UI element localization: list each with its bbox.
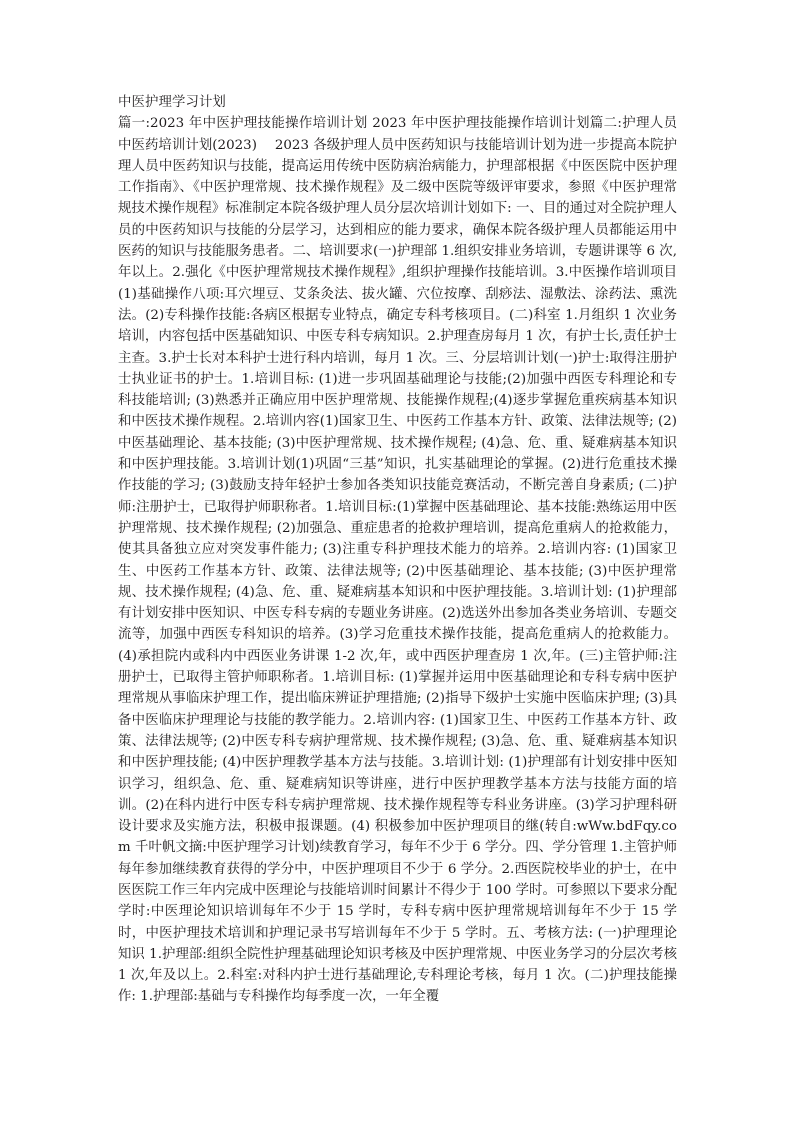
document-content — [118, 92, 682, 1008]
page-title: 中医护理学习计划 — [118, 95, 226, 110]
document-body-text: 篇一:2023 年中医护理技能操作培训计划 2023 年中医护理技能操作培训计划篇二:护理人员中医药培训计划(2023) 2023 各级护理人员中医药知识与技能培训计划为进一步提高本院护理人员中医药知识与技能，提高运用传统中医防病治病能力，护理部根据《中医医院中医护理工作指南》、《中医护理常规、技术操作规程》及二级中医院等级评审要求，参照《中医护理常规技术操作规程》标准制定本院各级护理人员分层次培训计划如下: 一、目的通过对全院护理人员的中医药知识与技能的分层学习，达到相应的能力要求，确保本院各级护理人员都能运用中医药的知识与技能服务患者。二、培训要求(一)护理部 1.组织安排业务培训，专题讲课等 6 次,年以上。2.强化《中医护理常规技术操作规程》,组织护理操作技能培训。3.中医操作培训项目(1)基础操作八项:耳穴埋豆、艾条灸法、拔火罐、穴位按摩、刮痧法、湿敷法、涂药法、熏洗法。(2)专科操作技能:各病区根据专业特点，确定专科考核项目。(二)科室 1.月组织 1 次业务培训，内容包括中医基础知识、中医专科专病知识。2.护理查房每月 1 次，有护士长,责任护士主查。3.护士长对本科护士进行科内培训，每月 1 次。三、分层培训计划(一)护士:取得注册护士执业证书的护士。1.培训目标: (1)进一步巩固基础理论与技能;(2)加强中西医专科理论和专科技能培训; (3)熟悉并正确应用中医护理常规、技能操作规程;(4)逐步掌握危重疾病基本知识和中医技术操作规程。2.培训内容(1)国家卫生、中医药工作基本方针、政策、法律法规等; (2)中医基础理论、基本技能; (3)中医护理常规、技术操作规程; (4)急、危、重、疑难病基本知识和中医护理技能。3.培训计划(1)巩固“三基”知识，扎实基础理论的掌握。(2)进行危重技术操作技能的学习; (3)鼓励支持年轻护士参加各类知识技能竞赛活动，不断完善自身素质; (二)护师:注册护士，已取得护师职称者。1.培训目标:(1)掌握中医基础理论、基本技能:熟练运用中医护理常规、技术操作规程; (2)加强急、重症患者的抢救护理培训，提高危重病人的抢救能力，使其具备独立应对突发事件能力; (3)注重专科护理技术能力的培养。2.培训内容: (1)国家卫生、中医药工作基本方针、政策、法律法规等; (2)中医基础理论、基本技能; (3)中医护理常规、技术操作规程; (4)急、危、重、疑难病基本知识和中医护理技能。3.培训计划: (1)护理部有计划安排中医知识、中医专科专病的专题业务讲座。(2)选送外出参加各类业务培训、专题交流等，加强中西医专科知识的培养。(3)学习危重技术操作技能，提高危重病人的抢救能力。(4)承担院内或科内中西医业务讲课 1-2 次,年，或中西医护理查房 1 次,年。(三)主管护师:注册护士，已取得主管护师职称者。1.培训目标: (1)掌握并运用中医基础理论和专科专病中医护理常规从事临床护理工作，提出临床辨证护理措施; (2)指导下级护士实施中医临床护理; (3)具备中医临床护理理论与技能的教学能力。2.培训内容: (1)国家卫生、中医药工作基本方针、政策、法律法规等; (2)中医专科专病护理常规、技术操作规程; (3)急、危、重、疑难病基本知识和中医护理技能; (4)中医护理教学基本方法与技能。3.培训计划: (1)护理部有计划安排中医知识学习，组织急、危、重、疑难病知识等讲座，进行中医护理教学基本方法与技能方面的培训。(2)在科内进行中医专科专病护理常规、技术操作规程等专科业务讲座。(3)学习护理科研设计要求及实施方法，积极申报课题。(4) 积极参加中医护理项目的继(转自:wWw.bdFqy.com 千叶帆文摘:中医护理学习计划)续教育学习，每年不少于 6 学分。四、学分管理 1.主管护师每年参加继续教育获得的学分中，中医护理项目不少于 6 学分。2.西医院校毕业的护士，在中医医院工作三年内完成中医理论与技能培训时间累计不得少于 100 学时。可参照以下要求分配学时:中医理论知识培训每年不少于 15 学时，专科专病中医护理常规培训每年不少于 15 学时，中医护理技术培训和护理记录书写培训每年不少于 5 学时。五、考核方法: (一)护理理论知识 1.护理部:组织全院性护理基础理论知识考核及中医护理常规、中医业务学习的分层次考核 1 次,年及以上。2.科室:对科内护士进行基础理论,专科理论考核，每月 1 次。(二)护理技能操作: 1.护理部:基础与专科操作均每季度一次，一年全覆 — [118, 116, 682, 1005]
